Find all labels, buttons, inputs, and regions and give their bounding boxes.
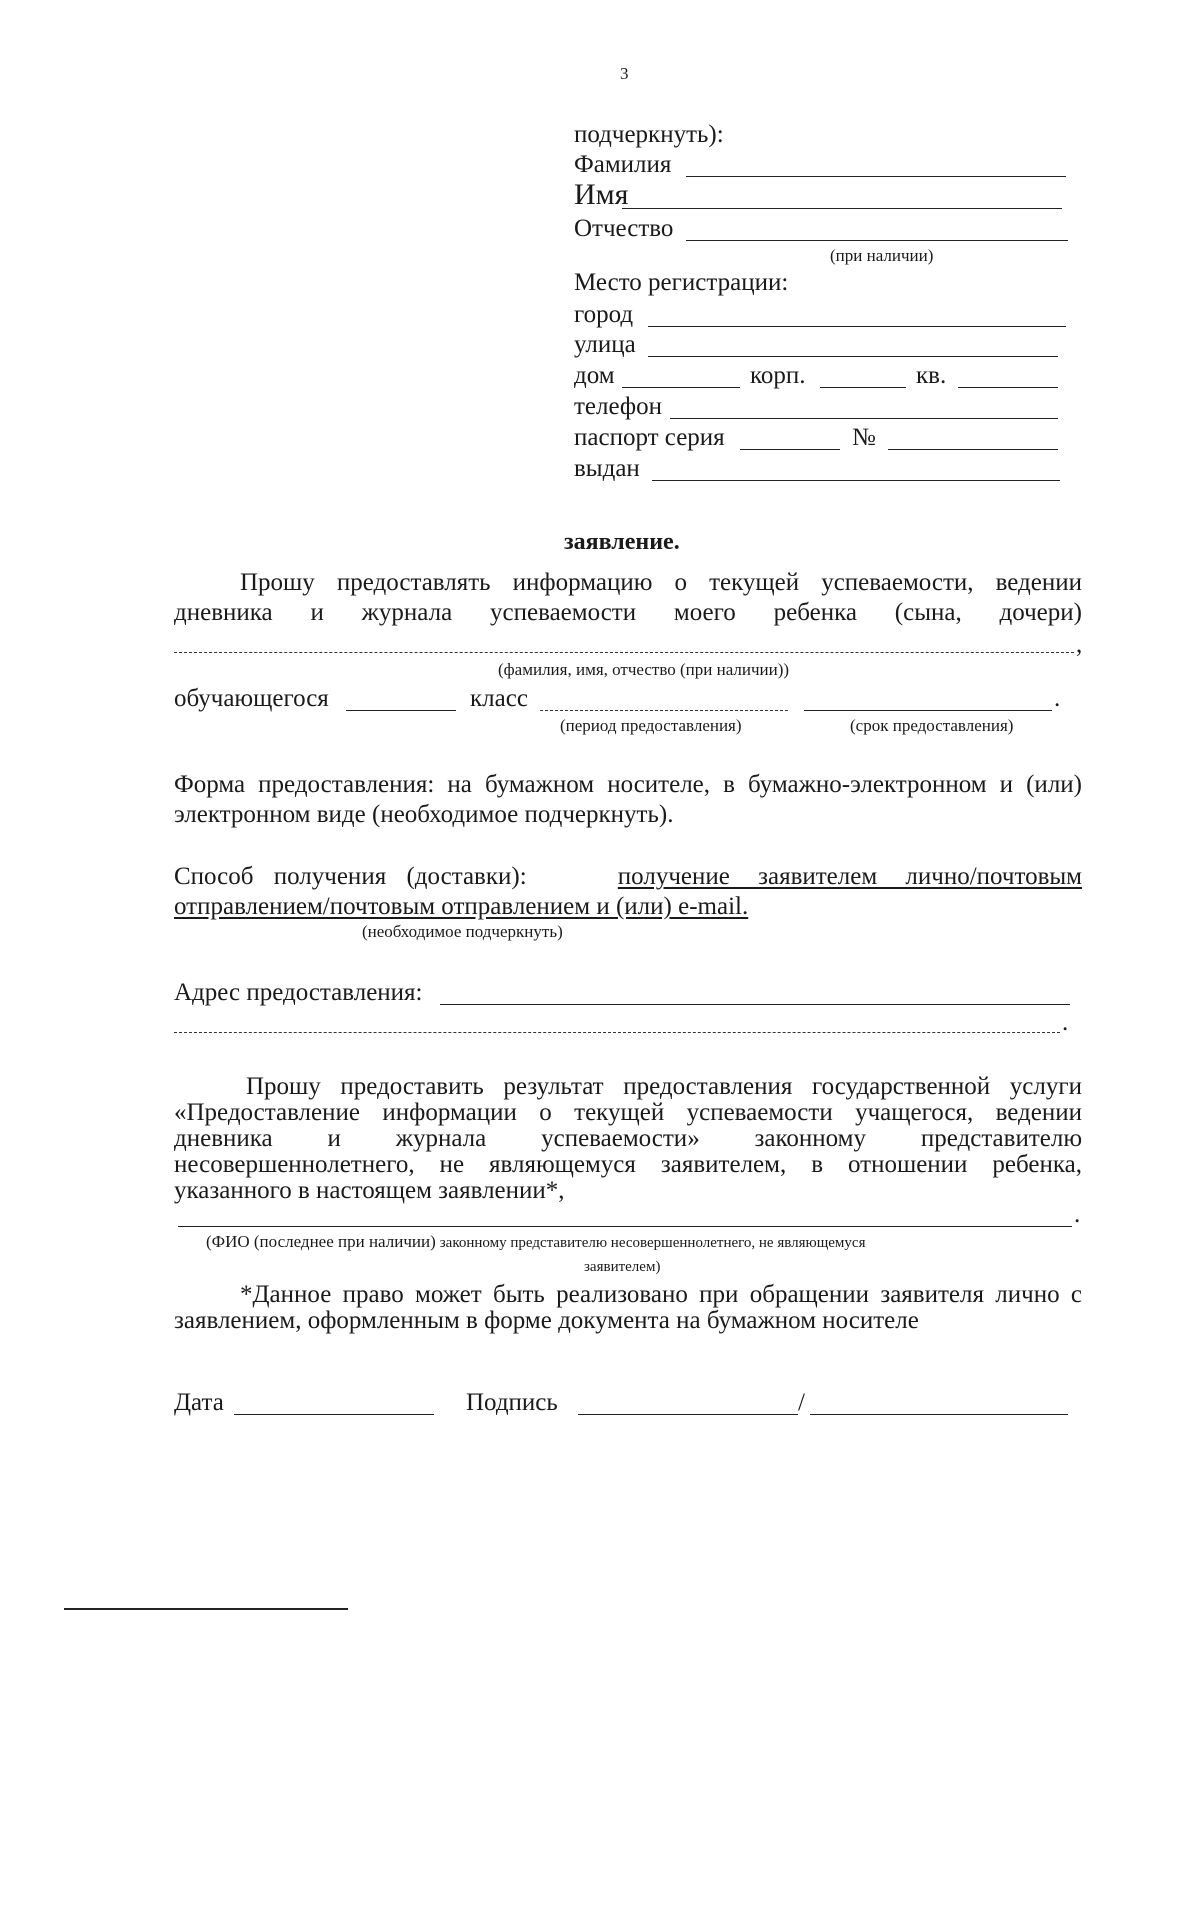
form-line-2: электронном виде (необходимое подчеркнуть). xyxy=(174,801,674,828)
address-field-2[interactable] xyxy=(174,1032,1060,1033)
page-number: 3 xyxy=(620,64,629,83)
passport-series-field[interactable] xyxy=(740,449,840,450)
address-dot: . xyxy=(1062,1009,1069,1036)
footnote-line-1: *Данное право может быть реализовано при обращении заявителя лично с xyxy=(240,1281,1082,1308)
representative-fio-dot: . xyxy=(1074,1201,1081,1228)
representative-fio-note-2: заявителем) xyxy=(584,1259,661,1275)
phone-field[interactable] xyxy=(670,418,1058,419)
issued-label: выдан xyxy=(574,455,640,482)
result-line-3: дневника и журнала успеваемости» законному представителю xyxy=(174,1125,1082,1152)
name-field[interactable] xyxy=(622,208,1062,209)
result-line-2: «Предоставление информации о текущей успеваемости учащегося, ведении xyxy=(174,1099,1082,1126)
intro-tail: подчеркнуть): xyxy=(574,121,724,148)
building-label: корп. xyxy=(750,362,806,389)
period-note: (период предоставления) xyxy=(560,716,742,735)
delivery-line-1 xyxy=(174,862,1082,892)
house-field[interactable] xyxy=(622,387,740,388)
result-line-1: Прошу предоставить результат предоставления государственной услуги xyxy=(246,1073,1082,1100)
child-fio-comma: , xyxy=(1076,631,1083,658)
building-field[interactable] xyxy=(820,387,906,388)
student-label: обучающегося xyxy=(174,685,329,712)
apartment-label: кв. xyxy=(916,362,947,389)
passport-series-label: паспорт серия xyxy=(574,424,725,451)
representative-fio-field[interactable] xyxy=(178,1226,1072,1227)
child-fio-note: (фамилия, имя, отчество (при наличии)) xyxy=(498,660,790,679)
request-line-1: Прошу предоставлять информацию о текущей успеваемости, ведении xyxy=(240,569,1082,596)
apartment-field[interactable] xyxy=(958,387,1058,388)
representative-fio-note: (ФИО (последнее при наличии) законному представителю несовершеннолетнего, не являющемуся xyxy=(206,1232,866,1251)
child-fio-field[interactable] xyxy=(174,652,1074,653)
delivery-option-line-1[interactable]: получение заявителем лично/почтовым xyxy=(617,863,1082,890)
class-label: класс xyxy=(470,685,528,712)
document-title: заявление. xyxy=(564,529,680,555)
footnote-separator xyxy=(64,1608,348,1610)
delivery-label: Способ получения (доставки): xyxy=(174,863,527,890)
street-label: улица xyxy=(574,331,636,358)
passport-number-label: № xyxy=(852,424,876,451)
issued-field[interactable] xyxy=(652,480,1060,481)
delivery-option-line-2[interactable]: отправлением/почтовым отправлением и (или) e-mail. xyxy=(174,893,749,920)
registration-label: Место регистрации: xyxy=(574,269,789,296)
request-line-2: дневника и журнала успеваемости моего ребенка (сына, дочери) xyxy=(174,599,1082,626)
surname-field[interactable] xyxy=(686,176,1066,177)
address-label: Адрес предоставления: xyxy=(174,979,423,1006)
delivery-note: (необходимое подчеркнуть) xyxy=(362,922,563,941)
address-field-1[interactable] xyxy=(440,1004,1070,1005)
result-line-5: указанного в настоящем заявлении*, xyxy=(174,1177,565,1204)
form-line-1: Форма предоставления: на бумажном носителе, в бумажно-электронном и (или) xyxy=(174,771,1082,798)
term-note: (срок предоставления) xyxy=(850,716,1014,735)
city-field[interactable] xyxy=(648,326,1066,327)
patronymic-note: (при наличии) xyxy=(830,246,934,265)
result-line-4: несовершеннолетнего, не являющемуся заявителем, в отношении ребенка, xyxy=(174,1151,1082,1178)
date-label: Дата xyxy=(174,1389,224,1416)
signature-field[interactable] xyxy=(578,1414,798,1415)
sign-label: Подпись xyxy=(466,1389,558,1416)
phone-label: телефон xyxy=(574,393,662,420)
date-field[interactable] xyxy=(234,1414,434,1415)
name-label: Имя xyxy=(574,178,629,211)
signature-decryption-field[interactable] xyxy=(810,1414,1068,1415)
signature-slash: / xyxy=(798,1389,805,1416)
patronymic-label: Отчество xyxy=(574,215,674,242)
patronymic-field[interactable] xyxy=(686,240,1068,241)
period-field[interactable] xyxy=(540,710,788,711)
passport-number-field[interactable] xyxy=(888,449,1058,450)
house-label: дом xyxy=(574,362,615,389)
term-dot: . xyxy=(1054,685,1061,712)
grade-field[interactable] xyxy=(346,710,456,711)
city-label: город xyxy=(574,301,634,328)
street-field[interactable] xyxy=(648,356,1058,357)
footnote-line-2: заявлением, оформленным в форме документа на бумажном носителе xyxy=(174,1307,919,1334)
term-field[interactable] xyxy=(804,710,1052,711)
surname-label: Фамилия xyxy=(574,151,672,178)
